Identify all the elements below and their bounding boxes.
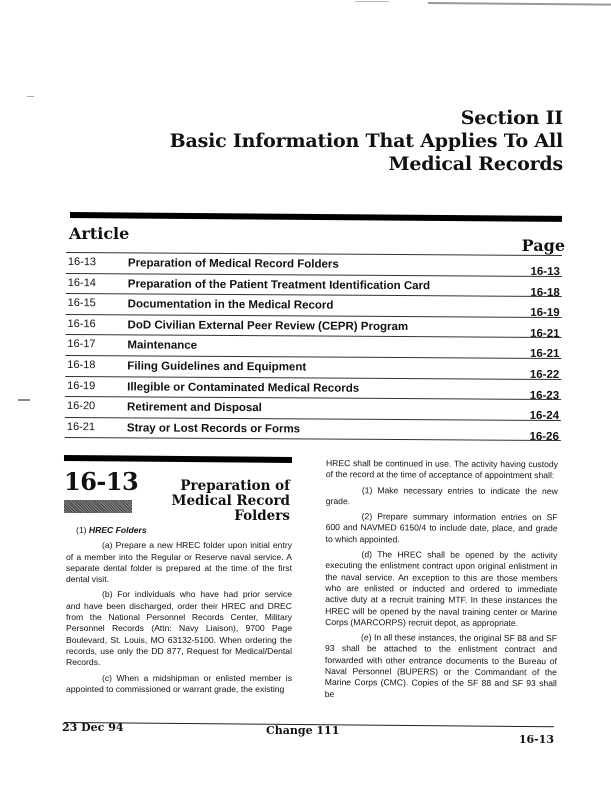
scan-artifact (27, 96, 34, 97)
toc-page-number: 16-21 (529, 348, 560, 361)
toc-page-number: 16-23 (529, 389, 560, 402)
scan-artifact (355, 1, 389, 2)
toc-article-title[interactable]: DoD Civilian External Peer Review (CEPR) Program (127, 319, 409, 333)
toc-article-header: Article (69, 224, 130, 243)
footer-page-number: 16-13 (518, 733, 554, 746)
paragraph: (d) The HREC shall be opened by the activity executing the enlistment contract upon original enlistment in the naval service. An exception to this are those members who are enlisted or inducted and ordered to immediate active duty at a recruit training MTF. In these instances the HREC will be opened by the naval training center or Marine Corps (MARCORPS) recruit depot, as appropriate. (325, 549, 558, 628)
toc-article-number: 16-14 (67, 276, 96, 289)
paragraph: (b) For individuals who have had prior service and have been discharged, order their HREC and DREC from the National Personnel Records Center, Military Personnel Records (Attn: Navy Liaison), 9700 Page Boulevard, St. Louis, MO 63132-5100. When ordering the records, use only the DD 877, Request for Medical/Dental Records. (66, 589, 292, 668)
left-column (66, 525, 292, 699)
paragraph: (e) In all these instances, the original SF 88 and SF 93 shall be attached to the enlistment contract and forwarded with other entrance documents to the Bureau of Naval Personnel (BUPERS) or the Commandant of the Marine Corps (CMC). Copies of the SF 88 and SF 93 shall be (324, 632, 558, 699)
toc-page-number: 16-26 (529, 430, 559, 443)
toc-row[interactable] (65, 417, 561, 442)
toc-page-number: 16-21 (530, 327, 560, 340)
toc-article-title[interactable]: Illegible or Contaminated Medical Records (127, 380, 360, 395)
paragraph: (2) Prepare summary information entries on SF 600 and NAVMED 6150/4 to include date, place, and grade to which appointed. (325, 511, 558, 545)
section-heading (170, 107, 563, 176)
toc-article-title[interactable]: Documentation in the Medical Record (127, 298, 334, 312)
scan-artifact (18, 399, 30, 401)
subheading (76, 525, 292, 536)
toc-article-number: 16-15 (67, 297, 96, 310)
article-shade-block (64, 500, 132, 513)
toc-page-number: 16-19 (530, 307, 560, 320)
footer-date: 23 Dec 94 (62, 721, 124, 734)
toc-page-number: 16-24 (529, 409, 560, 423)
toc-article-number: 16-21 (66, 420, 96, 433)
article-number: 16-13 (64, 467, 139, 496)
toc-article-number: 16-19 (67, 379, 96, 392)
toc-article-title[interactable]: Retirement and Disposal (127, 401, 262, 415)
footer-change: Change 111 (266, 724, 340, 737)
toc-rule (70, 212, 562, 222)
article-title-line2: Medical Record (171, 493, 290, 509)
subheading-title: HREC Folders (88, 525, 147, 535)
toc-article-number: 16-17 (67, 338, 96, 351)
subheading-number: (1) (76, 525, 87, 535)
toc-article-number: 16-13 (67, 256, 97, 269)
toc-article-number: 16-20 (67, 400, 96, 413)
section-title-line1: Basic Information That Applies To All (169, 130, 563, 152)
toc-article-number: 16-16 (67, 317, 96, 330)
paragraph: HREC shall be continued in use. The activity having custody of the record at the time of acceptance of appointment shall: (325, 458, 558, 481)
right-column (325, 458, 558, 705)
scan-artifact (428, 2, 611, 6)
toc-article-title[interactable]: Stray or Lost Records or Forms (126, 422, 301, 436)
toc-article-title[interactable]: Preparation of Medical Record Folders (127, 257, 339, 271)
article-title-line1: Preparation of (180, 478, 290, 494)
toc-page-number: 16-18 (530, 286, 560, 299)
article-title-line3: Folders (234, 508, 290, 524)
toc-article-title[interactable]: Maintenance (127, 339, 198, 353)
section-label: Section II (460, 107, 563, 129)
article-rule (64, 455, 292, 463)
toc-page-header: Page (521, 236, 565, 255)
toc-page-number: 16-22 (529, 368, 560, 381)
toc-article-title[interactable]: Filing Guidelines and Equipment (127, 360, 307, 374)
paragraph: (1) Make necessary entries to indicate the new grade. (325, 484, 558, 507)
toc-article-title[interactable]: Preparation of the Patient Treatment Identification Card (127, 277, 431, 292)
table-of-contents (65, 252, 562, 441)
article-title (172, 479, 290, 524)
paragraph: (a) Prepare a new HREC folder upon initial entry of a member into the Regular or Reserve naval service. A separate dental folder is prepared at the time of the first dental visit. (66, 540, 292, 585)
toc-page-number: 16-13 (530, 265, 560, 279)
toc-article-number: 16-18 (67, 358, 96, 372)
section-title-line2: Medical Records (388, 153, 563, 175)
paragraph: (c) When a midshipman or enlisted member is appointed to commissioned or warrant grade, the existing (66, 672, 292, 694)
